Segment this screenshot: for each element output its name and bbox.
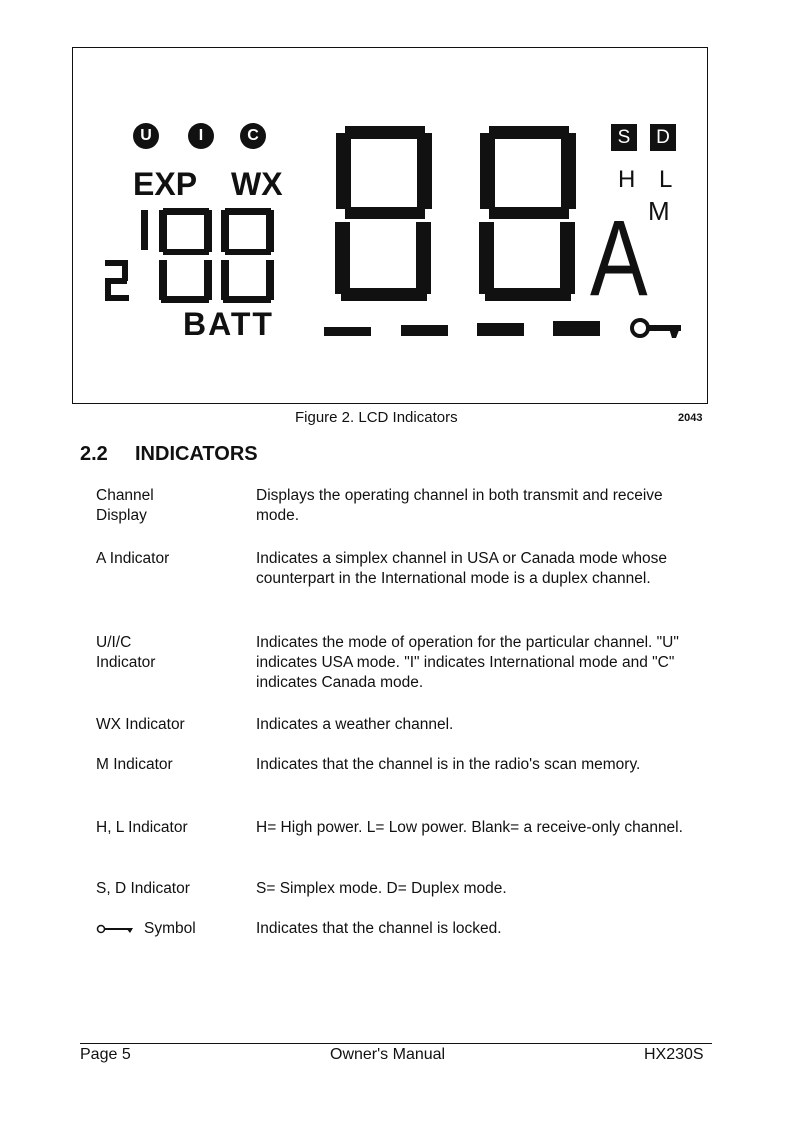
m-indicator: M	[648, 196, 670, 226]
indicator-description: Indicates that the channel is locked.	[256, 920, 502, 937]
a-indicator: A	[590, 197, 648, 318]
page-number: Page 5	[80, 1046, 131, 1063]
indicator-description: H= High power. L= Low power. Blank= a receive-only channel.	[256, 819, 683, 836]
indicator-term: A Indicator	[96, 550, 170, 567]
c-mode-indicator: C	[240, 123, 266, 149]
i-mode-indicator: I	[188, 123, 214, 149]
indicator-term: M Indicator	[96, 756, 173, 773]
indicator-description: S= Simplex mode. D= Duplex mode.	[256, 880, 507, 897]
indicator-term: S, D Indicator	[96, 880, 190, 897]
lcd-indicators-figure	[72, 47, 708, 404]
indicator-description: Indicates that the channel is in the radio's scan memory.	[256, 756, 641, 773]
model-number: HX230S	[644, 1046, 704, 1063]
batt-label: BATT	[183, 306, 274, 342]
section-heading	[80, 443, 258, 466]
indicator-term: Channel Display	[96, 487, 154, 524]
footer-divider	[80, 1043, 712, 1044]
indicator-term: H, L Indicator	[96, 819, 188, 836]
s-indicator: S	[611, 124, 637, 151]
indicator-description: Indicates a simplex channel in USA or Canada mode whose counterpart in the International mode is a duplex channel.	[256, 550, 667, 587]
footer-title: Owner's Manual	[330, 1046, 446, 1063]
key-lock-icon	[628, 316, 684, 342]
key-lock-icon	[96, 923, 136, 935]
u-mode-indicator: U	[133, 123, 159, 149]
wx-indicator-label: WX	[231, 166, 283, 202]
exp-label: EXP	[133, 166, 198, 202]
indicator-term-wrap	[96, 919, 246, 939]
indicator-description: Displays the operating channel in both transmit and receive mode.	[256, 487, 663, 524]
indicator-term: Symbol	[144, 920, 196, 937]
figure-caption: Figure 2. LCD Indicators	[295, 409, 458, 426]
indicator-description: Indicates a weather channel.	[256, 716, 454, 733]
section-title: INDICATORS	[135, 443, 258, 465]
indicator-description: Indicates the mode of operation for the particular channel. "U" indicates USA mode. "I" indicates International mode and "C" indicates Canada mode.	[256, 634, 679, 691]
l-indicator: L	[659, 166, 673, 193]
h-indicator: H	[618, 166, 636, 193]
d-indicator: D	[650, 124, 676, 151]
section-number: 2.2	[80, 443, 108, 465]
indicator-term: U/I/C Indicator	[96, 634, 156, 671]
indicator-term: WX Indicator	[96, 716, 185, 733]
figure-number: 2043	[678, 412, 703, 424]
